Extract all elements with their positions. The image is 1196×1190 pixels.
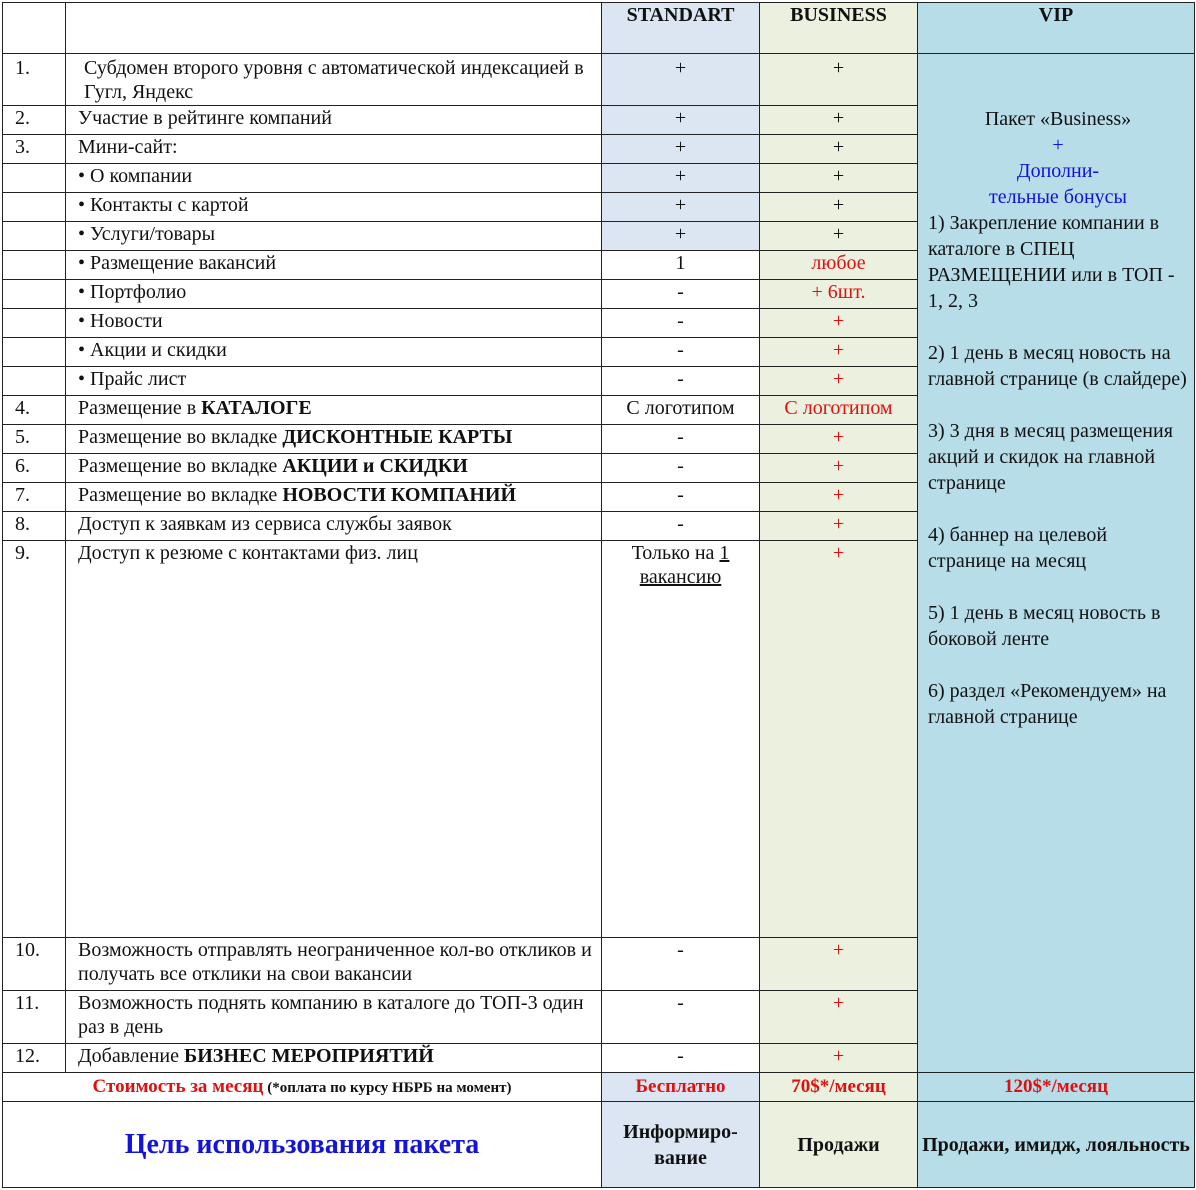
row-number: 7. — [3, 483, 66, 512]
header-standart: STANDART — [602, 3, 760, 54]
row-number — [3, 222, 66, 251]
row-feature: • Услуги/товары — [66, 222, 602, 251]
row-standart: - — [602, 483, 760, 512]
row-number — [3, 193, 66, 222]
row-number — [3, 280, 66, 309]
row-business: + — [760, 512, 918, 541]
row-business: + — [760, 193, 918, 222]
vip-bonus-item: 1) Закрепление компании в каталоге в СПЕЦ РАЗМЕЩЕНИИ или в ТОП - 1, 2, 3 — [928, 212, 1175, 312]
row-standart: - — [602, 425, 760, 454]
row-standart: - — [602, 280, 760, 309]
row-standart: + — [602, 54, 760, 106]
row-number — [3, 338, 66, 367]
row-standart: С логотипом — [602, 396, 760, 425]
row-standart: + — [602, 164, 760, 193]
goal-standart: Информиро-вание — [602, 1102, 760, 1188]
vip-plus: + — [1052, 134, 1064, 156]
header-feature-cell — [66, 3, 602, 54]
row-feature: • Новости — [66, 309, 602, 338]
table-row — [3, 54, 1195, 106]
row-business: + — [760, 135, 918, 164]
vip-bonus-item: 2) 1 день в месяц новость на главной странице (в слайдере) — [928, 342, 1187, 390]
vip-bonus-title-2: тельные бонусы — [989, 186, 1127, 208]
price-label-cell — [3, 1073, 602, 1102]
price-business: 70$*/месяц — [760, 1073, 918, 1102]
row-standart: - — [602, 454, 760, 483]
row-business: + — [760, 367, 918, 396]
row-feature: • О компании — [66, 164, 602, 193]
row-business: + — [760, 425, 918, 454]
row-number: 5. — [3, 425, 66, 454]
row-feature: Размещение во вкладке АКЦИИ и СКИДКИ — [66, 454, 602, 483]
row-standart: - — [602, 512, 760, 541]
row-number — [3, 164, 66, 193]
vip-bonus-title-1: Дополни- — [1016, 160, 1100, 182]
vip-bonus-item: 4) баннер на целевой странице на месяц — [928, 524, 1108, 572]
vip-bonus-item: 5) 1 день в месяц новость в боковой ленте — [928, 602, 1161, 650]
row-number: 9. — [3, 541, 66, 938]
row-business: любое — [760, 251, 918, 280]
row-standart: - — [602, 309, 760, 338]
row-business: + — [760, 541, 918, 938]
row-number: 8. — [3, 512, 66, 541]
row-number: 12. — [3, 1044, 66, 1073]
row-business: + 6шт. — [760, 280, 918, 309]
row-number — [3, 367, 66, 396]
row-standart: - — [602, 991, 760, 1044]
header-num-cell — [3, 3, 66, 54]
row-feature: Доступ к резюме с контактами физ. лиц — [66, 541, 602, 938]
row-feature: Мини-сайт: — [66, 135, 602, 164]
row-standart: + — [602, 135, 760, 164]
row-number: 4. — [3, 396, 66, 425]
row-standart: - — [602, 338, 760, 367]
package-comparison-table — [2, 2, 1195, 1188]
row-business: + — [760, 938, 918, 991]
row-feature: Размещение во вкладке ДИСКОНТНЫЕ КАРТЫ — [66, 425, 602, 454]
row-feature: • Контакты с картой — [66, 193, 602, 222]
row-business: + — [760, 1044, 918, 1073]
row-business: + — [760, 309, 918, 338]
row-feature: Возможность отправлять неограниченное кол-во откликов и получать все отклики на свои вакансии — [66, 938, 602, 991]
row-standart: - — [602, 938, 760, 991]
price-vip: 120$*/месяц — [918, 1073, 1195, 1102]
row-feature: • Прайс лист — [66, 367, 602, 396]
row-business: + — [760, 164, 918, 193]
price-label: Стоимость за месяц — [92, 1076, 264, 1097]
row-business: + — [760, 991, 918, 1044]
goal-row — [3, 1102, 1195, 1188]
row-number: 1. — [3, 54, 66, 106]
row-number: 6. — [3, 454, 66, 483]
row-feature: • Портфолио — [66, 280, 602, 309]
header-business: BUSINESS — [760, 3, 918, 54]
vip-bonus-item: 6) раздел «Рекомендуем» на главной странице — [928, 680, 1167, 728]
row-standart: - — [602, 367, 760, 396]
row-business: + — [760, 338, 918, 367]
row-standart: 1 — [602, 251, 760, 280]
row-feature: Размещение в КАТАЛОГЕ — [66, 396, 602, 425]
row-business: + — [760, 106, 918, 135]
row-standart: - — [602, 1044, 760, 1073]
row-feature: Доступ к заявкам из сервиса службы заявок — [66, 512, 602, 541]
header-vip: VIP — [918, 3, 1195, 54]
row-feature: Участие в рейтинге компаний — [66, 106, 602, 135]
price-standart: Бесплатно — [602, 1073, 760, 1102]
row-standart: Только на 1 вакансию — [602, 541, 760, 938]
row-feature: Добавление БИЗНЕС МЕРОПРИЯТИЙ — [66, 1044, 602, 1073]
goal-vip: Продажи, имидж, лояльность — [918, 1102, 1195, 1188]
row-business: С логотипом — [760, 396, 918, 425]
row-business: + — [760, 222, 918, 251]
vip-bonus-item: 3) 3 дня в месяц размещения акций и скидок на главной странице — [928, 420, 1173, 494]
row-feature: Возможность поднять компанию в каталоге до ТОП-3 один раз в день — [66, 991, 602, 1044]
row-standart: + — [602, 193, 760, 222]
row-standart: + — [602, 106, 760, 135]
row-number: 3. — [3, 135, 66, 164]
row-number: 10. — [3, 938, 66, 991]
row-feature: • Акции и скидки — [66, 338, 602, 367]
row-standart: + — [602, 222, 760, 251]
goal-business: Продажи — [760, 1102, 918, 1188]
row-feature: Субдомен второго уровня с автоматической индексацией в Гугл, Яндекс — [66, 54, 602, 106]
row-feature: • Размещение вакансий — [66, 251, 602, 280]
goal-label: Цель использования пакета — [3, 1102, 602, 1188]
vip-bonus-cell — [918, 54, 1195, 1073]
header-row — [3, 3, 1195, 54]
row-number: 11. — [3, 991, 66, 1044]
row-feature: Размещение во вкладке НОВОСТИ КОМПАНИЙ — [66, 483, 602, 512]
row-number: 2. — [3, 106, 66, 135]
row-business: + — [760, 54, 918, 106]
row-number — [3, 309, 66, 338]
row-business: + — [760, 454, 918, 483]
price-row — [3, 1073, 1195, 1102]
vip-base-package: Пакет «Business» — [984, 108, 1132, 130]
price-note: (*оплата по курсу НБРБ на момент) — [263, 1080, 512, 1096]
row-business: + — [760, 483, 918, 512]
row-number — [3, 251, 66, 280]
